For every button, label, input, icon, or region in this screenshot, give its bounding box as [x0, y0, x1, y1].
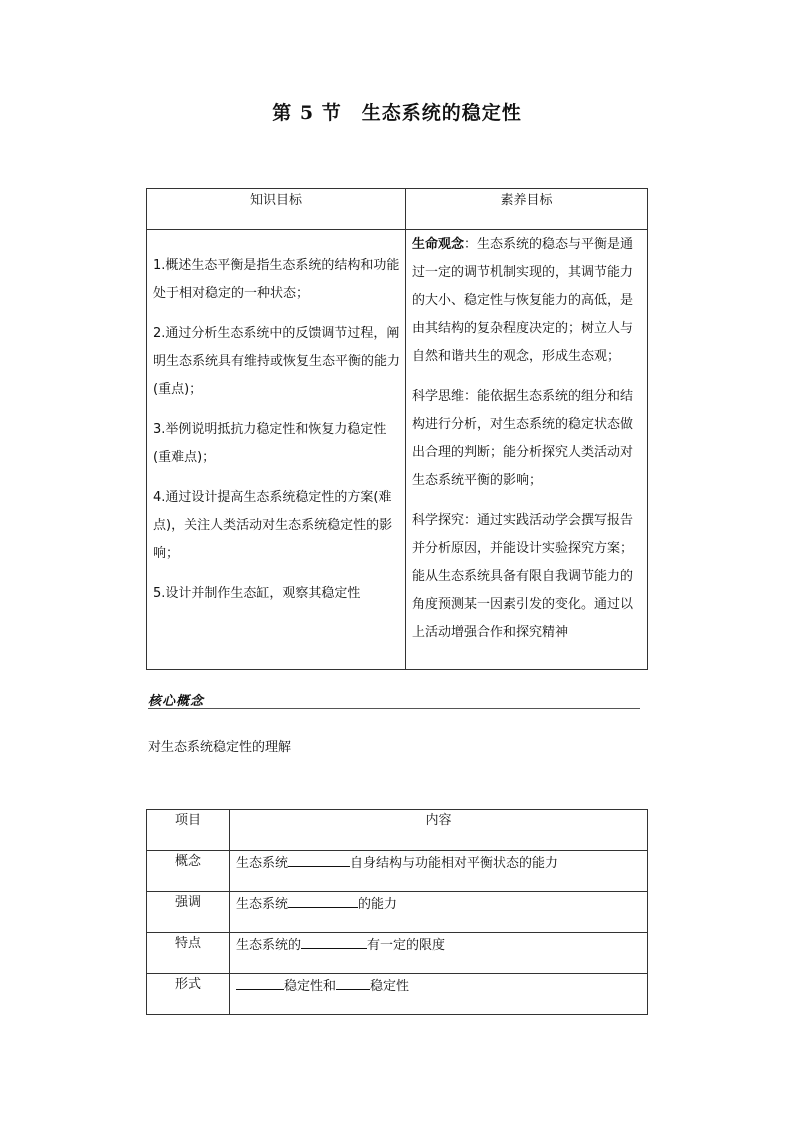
literacy-text: ：能依据生态系统的组分和结构进行分析，对生态系统的稳定状态做出合理的判断；能分析探究人类活动对生态系统平衡的影响； — [412, 389, 634, 488]
page-title: 第 5 节 生态系统的稳定性 — [272, 102, 522, 124]
subheading: 对生态系统稳定性的理解 — [148, 740, 292, 755]
table-row — [147, 851, 648, 892]
content-text: 生态系统的 — [236, 938, 302, 953]
content-text: 生态系统 — [236, 897, 289, 912]
knowledge-goal-3: 3.举例说明抵抗力稳定性和恢复力稳定性(重难点)； — [153, 422, 387, 465]
literacy-goals — [406, 230, 648, 670]
content-text: 稳定性和 — [284, 979, 337, 994]
concept-table — [146, 809, 648, 1015]
row-item: 概念 — [147, 851, 230, 892]
row-item: 特点 — [147, 933, 230, 974]
literacy-label: 科学探究 — [412, 513, 465, 528]
fill-blank[interactable] — [288, 894, 358, 908]
literacy-goal-1 — [412, 231, 643, 371]
literacy-goal-2 — [412, 383, 643, 495]
knowledge-goal-2: 2.通过分析生态系统中的反馈调节过程，阐明生态系统具有维持或恢复生态平衡的能力(重点)； — [153, 326, 401, 397]
table-row — [147, 974, 648, 1015]
knowledge-goal-5: 5.设计并制作生态缸，观察其稳定性 — [153, 586, 361, 601]
header-literacy: 素养目标 — [406, 189, 648, 230]
content-text: 自身结构与功能相对平衡状态的能力 — [350, 856, 559, 871]
row-content — [230, 892, 648, 933]
fill-blank[interactable] — [301, 935, 367, 949]
row-content — [230, 933, 648, 974]
row-item: 形式 — [147, 974, 230, 1015]
fill-blank[interactable] — [336, 976, 370, 990]
table-row — [147, 892, 648, 933]
header-content: 内容 — [230, 810, 648, 851]
row-content — [230, 851, 648, 892]
fill-blank[interactable] — [288, 853, 350, 867]
literacy-text: ：生态系统的稳态与平衡是通过一定的调节机制实现的，其调节能力的大小、稳定性与恢复能力的高低，是由其结构的复杂程度决定的；树立人与自然和谐共生的观念，形成生态观； — [412, 237, 634, 364]
knowledge-goal-4: 4.通过设计提高生态系统稳定性的方案(难点)，关注人类活动对生态系统稳定性的影响； — [153, 490, 393, 561]
table-row — [147, 933, 648, 974]
content-text: 的能力 — [358, 897, 398, 912]
row-item: 强调 — [147, 892, 230, 933]
literacy-goal-3 — [412, 507, 643, 647]
row-content — [230, 974, 648, 1015]
content-text: 生态系统 — [236, 856, 289, 871]
knowledge-goal-1: 1.概述生态平衡是指生态系统的结构和功能处于相对稳定的一种状态； — [153, 258, 400, 301]
literacy-label: 生命观念 — [412, 237, 465, 252]
objectives-table — [146, 188, 648, 670]
section-heading: 核心概念 — [148, 690, 640, 709]
fill-blank[interactable] — [236, 976, 284, 990]
header-item: 项目 — [147, 810, 230, 851]
content-text: 稳定性 — [370, 979, 410, 994]
header-knowledge: 知识目标 — [147, 189, 406, 230]
content-text: 有一定的限度 — [367, 938, 446, 953]
literacy-text: ：通过实践活动学会撰写报告并分析原因，并能设计实验探究方案；能从生态系统具备有限自我调节能力的角度预测某一因素引发的变化。通过以上活动增强合作和探究精神 — [412, 513, 634, 640]
literacy-label: 科学思维 — [412, 389, 465, 404]
knowledge-goals — [147, 230, 406, 670]
